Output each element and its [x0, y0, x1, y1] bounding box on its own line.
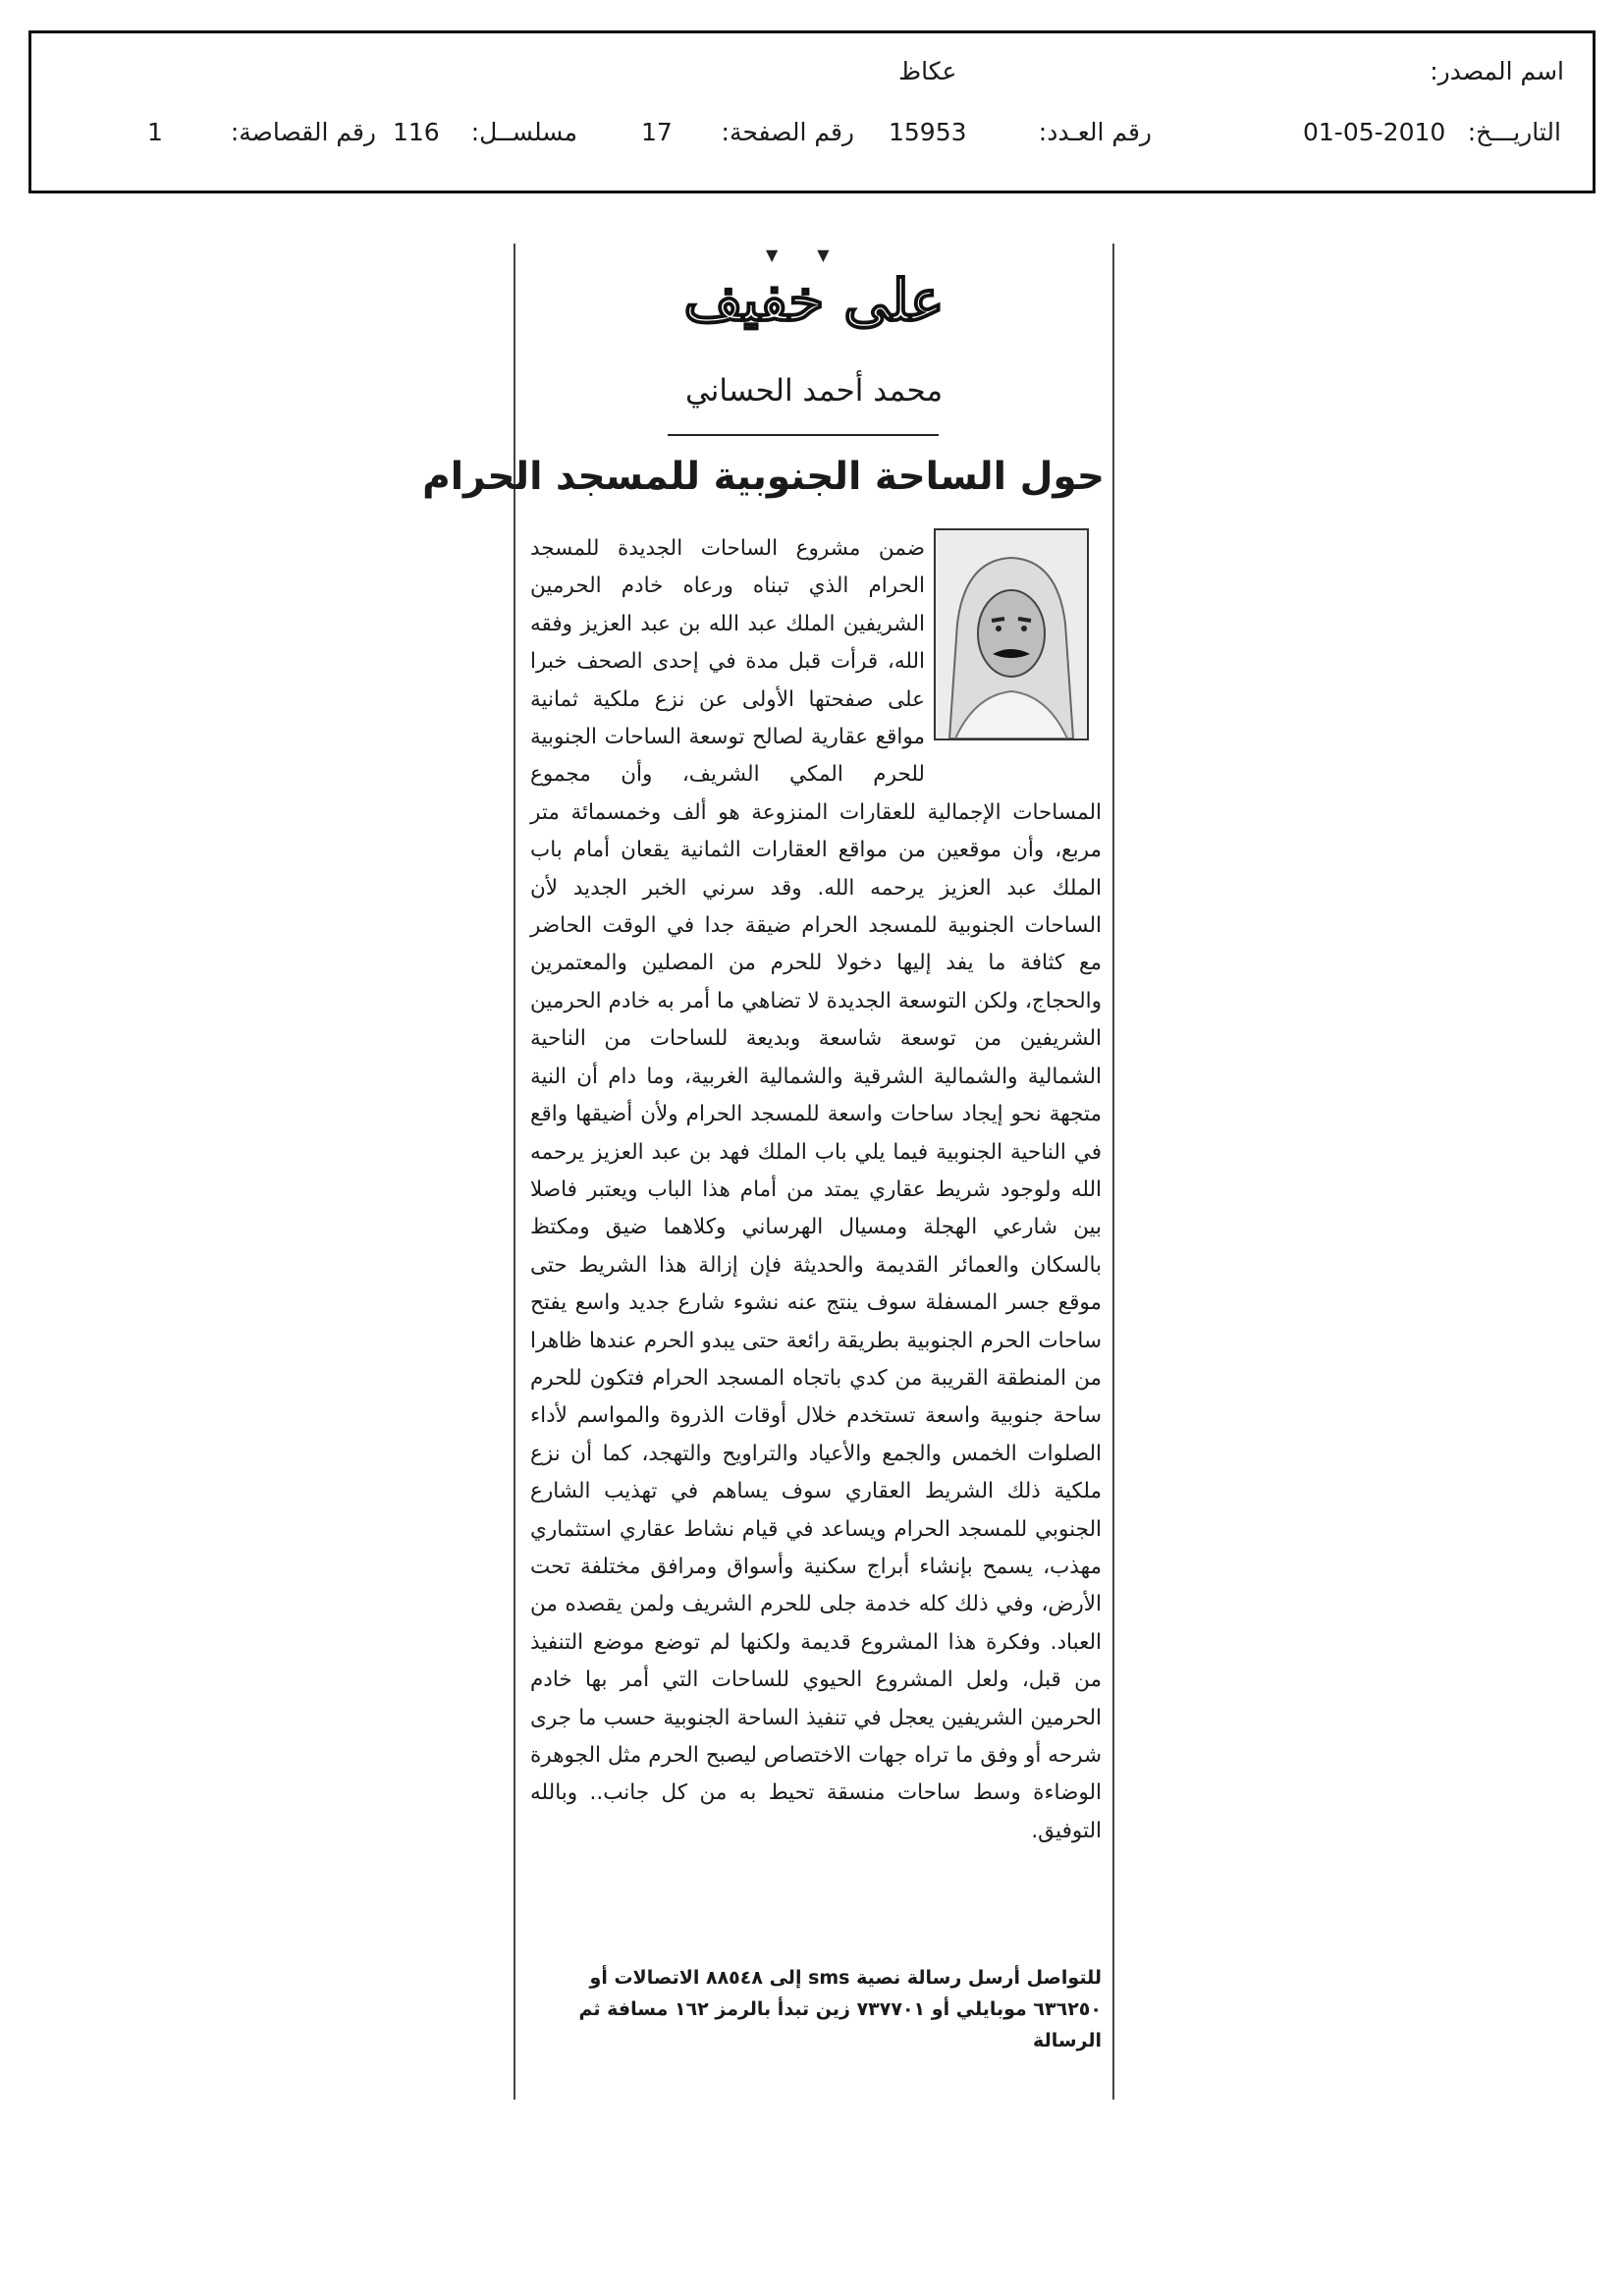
issue-value: 15953	[889, 118, 967, 146]
date-label: التاريـــخ:	[1467, 118, 1561, 146]
article-headline: حول الساحة الجنوبية للمسجد الحرام	[422, 455, 1105, 499]
article-body-text: ضمن مشروع الساحات الجديدة للمسجد الحرام الذي تبناه ورعاه خادم الحرمين الشريفين الملك عبد الله بن عبد العزيز وفقه الله، قرأت قبل مدة في إحدى الصحف خبرا على صفحتها الأولى عن نزع ملكية ثمانية مواقع عقارية لصالح توسعة الساحات الجنوبية للحرم المكي الشريف، وأن مجموع المساحات الإجمالية للعقارات المنزوعة هو ألف وخمسمائة متر مربع، وأن موقعين من مواقع العقارات الثمانية يقعان أمام باب الملك عبد العزيز يرحمه الله. وقد سرني الخبر الجديد لأن الساحات الجنوبية للمسجد الحرام ضيقة جدا في الوقت الحاضر مع كثافة ما يفد إليها دخولا للحرم من المصلين والمعتمرين والحجاج، ولكن التوسعة الجديدة لا تضاهي ما أمر به خادم الحرمين الشريفين من توسعة شاسعة وبديعة للساحات من الناحية الشمالية والشمالية الشرقية والشمالية الغربية، وما دام أن النية متجهة نحو إيجاد ساحات واسعة للمسجد الحرام ولأن أضيقها واقع في الناحية الجنوبية فيما يلي باب الملك فهد بن عبد العزيز يرحمه الله ولوجود شريط عقاري يمتد من أمام هذا الباب ويعتبر فاصلا بين شارعي الهجلة ومسيال الهرساني وكلاهما ضيق ومكتظ بالسكان والعمائر القديمة والحديثة فإن إزالة هذا الشريط حتى موقع جسر المسفلة سوف ينتج عنه نشوء شارع جديد واسع يفتح ساحات الحرم الجنوبية بطريقة رائعة حتى يبدو الحرم عندها ظاهرا من المنطقة القريبة من كدي باتجاه المسجد الحرام فتكون للحرم ساحة جنوبية واسعة تستخدم خلال أوقات الذروة والمواسم لأداء الصلوات الخمس والجمع والأعياد والتراويح والتهجد، كما أن نزع ملكية ذلك الشريط العقاري سوف يساهم في تهذيب الشارع الجنوبي للمسجد الحرام ويساعد في قيام نشاط عقاري استثماري مهذب، يسمح بإنشاء أبراج سكنية وأسواق ومرافق مختلفة تحت الأرض، وفي ذلك كله خدمة جلى للحرم الشريف ولمن يقصده من العباد. وفكرة هذا المشروع قديمة ولكنها لم توضع موضع التنفيذ من قبل، ولعل المشروع الحيوي للساحات التي أمر بها خادم الحرمين الشريفين يعجل في تنفيذ الساحة الجنوبية حسب ما جرى شرحه أو وفق ما تراه جهات الاختصاص ليصبح الحرم مثل الجوهرة الوضاءة وسط ساحات منسقة تحيط به من كل جانب.. وبالله التوفيق.	[530, 536, 1102, 1843]
date-value: 01-05-2010	[1303, 118, 1446, 146]
decorative-arrows: ▼▼	[766, 246, 869, 264]
issue-label: رقم العـدد:	[1038, 118, 1152, 146]
page-label: رقم الصفحة:	[721, 118, 854, 146]
article-body	[530, 530, 1102, 1850]
author-name: محمد أحمد الحساني	[684, 373, 944, 409]
column-name: على خفيف	[683, 267, 945, 334]
clipping-metadata-box	[28, 30, 1596, 193]
page-value: 17	[641, 118, 673, 146]
serial-value: 116	[393, 118, 440, 146]
photo-wrap-space	[925, 530, 1102, 766]
clip-number-label: رقم القصاصة:	[230, 118, 376, 146]
author-divider	[668, 434, 939, 436]
serial-label: مسلســل:	[470, 118, 577, 146]
source-value: عكاظ	[898, 57, 957, 85]
source-label: اسم المصدر:	[1430, 57, 1564, 85]
contact-footer: للتواصل أرسل رسالة نصية sms إلى ٨٨٥٤٨ الاتصالات أو ٦٣٦٢٥٠ موبايلي أو ٧٣٧٧٠١ زين تبدأ بالرمز ١٦٢ مسافة ثم الرسالة	[578, 1967, 1102, 2051]
clip-number-value: 1	[147, 118, 163, 146]
